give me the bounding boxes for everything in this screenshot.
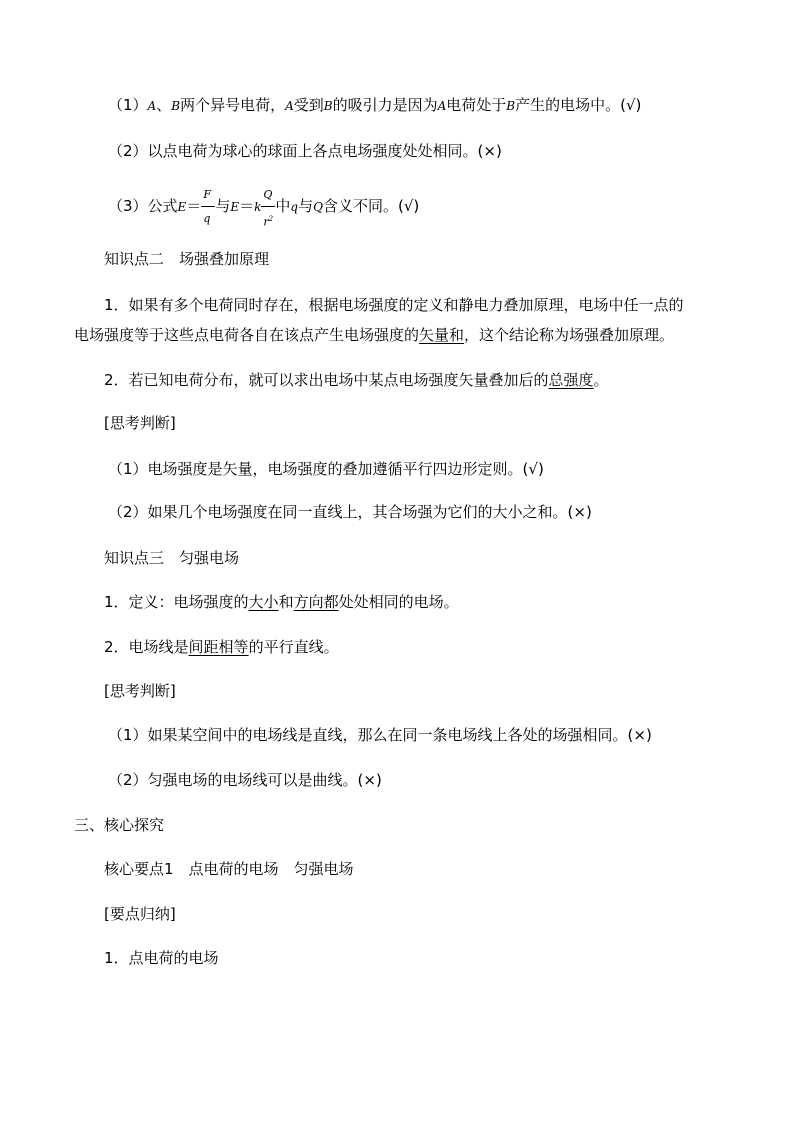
- k3-para-1: 1．定义：电场强度的大小和方向都处处相同的电场。: [104, 593, 459, 611]
- judgment-item-3: （3）公式E＝ $\frac{F}{q}$ 与E＝k $\frac{Q}{r^2}$ 中q与Q含义不同。(√): [108, 187, 420, 229]
- judgment-item-1: （1）A、B两个异号电荷，A受到B的吸引力是因为A电荷处于B产生的电场中。(√): [108, 96, 642, 114]
- k3-judgment-1: （1）如果某空间中的电场线是直线，那么在同一条电场线上各处的场强相同。(×): [108, 726, 652, 744]
- fraction-f-over-q: $\frac{F}{q}$: [201, 197, 215, 217]
- k2-para-1-line-2: 电场强度等于这些点电荷各自在该点产生电场强度的矢量和，这个结论称为场强叠加原理。: [74, 326, 675, 344]
- fraction-q-over-r2: $\frac{Q}{r^2}$: [261, 197, 275, 217]
- k3-judgment-2: （2）匀强电场的电场线可以是曲线。(×): [108, 771, 382, 789]
- k2-judgment-2: （2）如果几个电场强度在同一直线上，其合场强为它们的大小之和。(×): [108, 503, 592, 521]
- think-heading-1: [思考判断]: [104, 414, 176, 432]
- summary-label: [要点归纳]: [104, 905, 176, 923]
- part-heading: 三、核心探究: [74, 816, 165, 834]
- k3-para-2: 2．电场线是间距相等的平行直线。: [104, 638, 339, 656]
- think-heading-2: [思考判断]: [104, 682, 176, 700]
- core-point-heading: 核心要点1 点电荷的电场 匀强电场: [104, 860, 354, 878]
- point-charge-field-item: 1．点电荷的电场: [104, 949, 219, 967]
- judgment-item-2: （2）以点电荷为球心的球面上各点电场强度处处相同。(×): [108, 142, 502, 160]
- section-heading-2: 知识点二 场强叠加原理: [104, 250, 270, 268]
- k2-judgment-1: （1）电场强度是矢量，电场强度的叠加遵循平行四边形定则。(√): [108, 460, 544, 478]
- section-heading-3: 知识点三 匀强电场: [104, 549, 240, 567]
- k2-para-2: 2．若已知电荷分布，就可以求出电场中某点电场强度矢量叠加后的总强度。: [104, 371, 609, 389]
- k2-para-1-line-1: 1．如果有多个电荷同时存在，根据电场强度的定义和静电力叠加原理，电场中任一点的: [104, 296, 684, 314]
